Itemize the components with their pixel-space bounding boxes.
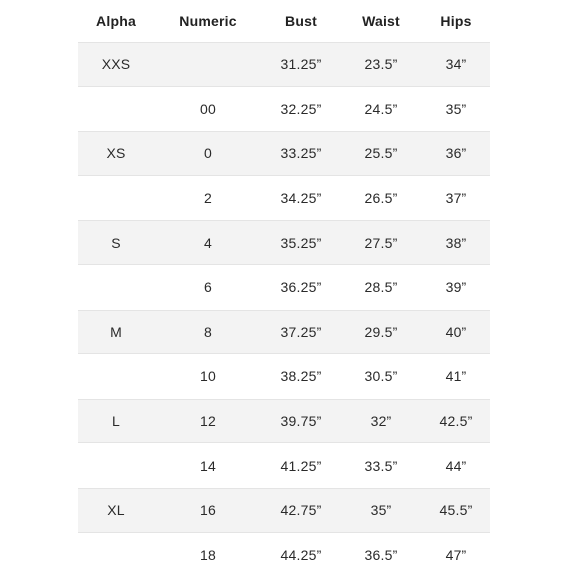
table-row bbox=[78, 131, 490, 176]
cell-bust: 31.25” bbox=[280, 56, 322, 73]
cell-waist: 30.5” bbox=[364, 368, 398, 385]
cell-bust: 37.25” bbox=[280, 323, 322, 340]
cell-waist: 27.5” bbox=[364, 234, 398, 251]
cell-hips: 34” bbox=[445, 56, 467, 73]
cell-bust: 44.25” bbox=[280, 546, 322, 563]
cell-hips: 37” bbox=[445, 190, 467, 207]
cell-waist: 29.5” bbox=[364, 323, 398, 340]
cell-hips: 42.5” bbox=[439, 413, 473, 430]
table-row bbox=[78, 310, 490, 355]
table-row bbox=[78, 265, 490, 310]
cell-bust: 32.25” bbox=[280, 100, 322, 117]
cell-hips: 45.5” bbox=[439, 502, 473, 519]
cell-bust: 33.25” bbox=[280, 145, 322, 162]
table-row bbox=[78, 354, 490, 399]
header-waist: Waist bbox=[362, 13, 400, 29]
cell-alpha bbox=[76, 265, 156, 310]
cell-numeric: 16 bbox=[200, 502, 216, 519]
cell-hips: 47” bbox=[445, 546, 467, 563]
cell-numeric: 4 bbox=[204, 234, 212, 251]
cell-alpha: XL bbox=[107, 502, 125, 519]
cell-bust: 42.75” bbox=[280, 502, 322, 519]
cell-alpha: XS bbox=[106, 145, 126, 162]
cell-waist: 35” bbox=[370, 502, 392, 519]
cell-alpha: L bbox=[112, 413, 120, 430]
cell-alpha: M bbox=[110, 323, 122, 340]
cell-waist: 23.5” bbox=[364, 56, 398, 73]
cell-waist: 32” bbox=[370, 413, 392, 430]
cell-alpha bbox=[76, 443, 156, 488]
cell-alpha: S bbox=[111, 234, 121, 251]
table-row bbox=[78, 443, 490, 488]
cell-waist: 26.5” bbox=[364, 190, 398, 207]
cell-waist: 33.5” bbox=[364, 457, 398, 474]
table-row bbox=[78, 488, 490, 533]
cell-hips: 38” bbox=[445, 234, 467, 251]
table-row bbox=[78, 533, 490, 578]
cell-waist: 36.5” bbox=[364, 546, 398, 563]
cell-alpha bbox=[76, 87, 156, 132]
header-alpha: Alpha bbox=[96, 13, 136, 29]
table-header bbox=[78, 0, 490, 42]
cell-numeric: 10 bbox=[200, 368, 216, 385]
header-bust: Bust bbox=[285, 13, 317, 29]
cell-alpha bbox=[76, 533, 156, 578]
cell-alpha: XXS bbox=[101, 56, 131, 73]
cell-numeric: 8 bbox=[204, 323, 212, 340]
cell-bust: 36.25” bbox=[280, 279, 322, 296]
cell-bust: 41.25” bbox=[280, 457, 322, 474]
cell-numeric: 0 bbox=[204, 145, 212, 162]
cell-waist: 24.5” bbox=[364, 100, 398, 117]
cell-hips: 44” bbox=[445, 457, 467, 474]
cell-bust: 34.25” bbox=[280, 190, 322, 207]
table-row bbox=[78, 399, 490, 444]
cell-hips: 35” bbox=[445, 100, 467, 117]
table-row bbox=[78, 220, 490, 265]
cell-numeric bbox=[166, 43, 250, 86]
cell-alpha bbox=[76, 354, 156, 399]
cell-numeric: 18 bbox=[200, 546, 216, 563]
cell-hips: 39” bbox=[445, 279, 467, 296]
cell-bust: 38.25” bbox=[280, 368, 322, 385]
table-row bbox=[78, 176, 490, 221]
cell-hips: 40” bbox=[445, 323, 467, 340]
cell-numeric: 12 bbox=[200, 413, 216, 430]
cell-hips: 41” bbox=[445, 368, 467, 385]
cell-numeric: 14 bbox=[200, 457, 216, 474]
header-numeric: Numeric bbox=[179, 13, 237, 29]
cell-numeric: 2 bbox=[204, 190, 212, 207]
size-chart-table bbox=[78, 0, 490, 577]
cell-waist: 25.5” bbox=[364, 145, 398, 162]
cell-numeric: 6 bbox=[204, 279, 212, 296]
cell-alpha bbox=[76, 176, 156, 221]
table-row bbox=[78, 87, 490, 132]
cell-waist: 28.5” bbox=[364, 279, 398, 296]
table-row bbox=[78, 42, 490, 87]
cell-hips: 36” bbox=[445, 145, 467, 162]
cell-bust: 35.25” bbox=[280, 234, 322, 251]
header-hips: Hips bbox=[440, 13, 472, 29]
cell-bust: 39.75” bbox=[280, 413, 322, 430]
cell-numeric: 00 bbox=[200, 100, 216, 117]
